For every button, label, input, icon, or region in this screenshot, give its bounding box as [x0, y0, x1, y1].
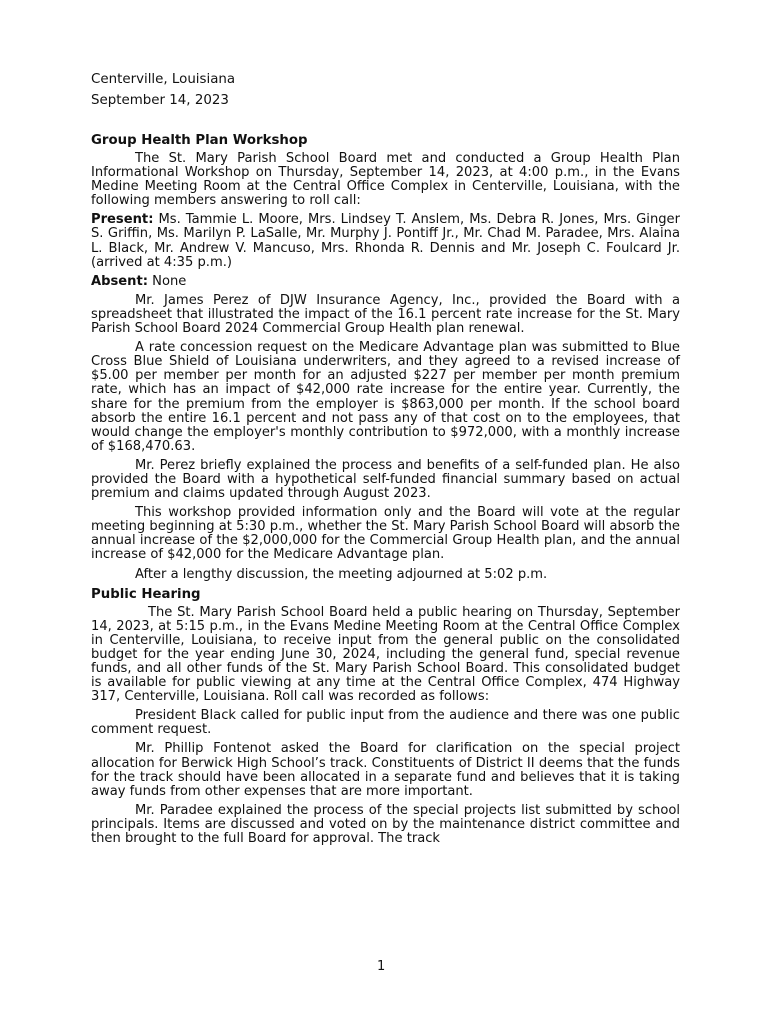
document-body [91, 133, 680, 846]
workshop-paragraph-5: After a lengthy discussion, the meeting adjourned at 5:02 p.m. [135, 566, 548, 582]
absent-label: Absent: [91, 273, 148, 289]
page-number: 1 [377, 959, 386, 974]
workshop-intro: The St. Mary Parish School Board met and conducted a Group Health Plan Informational Workshop on Thursday, September 14, 2023, at 4:00 p.m., in the Evans Medine Meeting Room at the Central Office Complex in Centerville, Louisiana, with the following members answering to roll call: [91, 151, 680, 209]
date-line: September 14, 2023 [91, 93, 229, 108]
hearing-heading: Public Hearing [91, 586, 201, 602]
workshop-paragraph-2: A rate concession request on the Medicare Advantage plan was submitted to Blue Cross Blue Shield of Louisiana underwriters, and they agreed to a revised increase of $5.00 per member per month for an adjusted $227 per member per month premium rate, which has an impact of $42,000 rate increase for the entire year. Currently, the share for the premium from the employer is $863,000 per month. If the school board absorb the entire 16.1 percent and not pass any of that cost on to the employees, that would change the employer's monthly contribution to $972,000, with a monthly increase of $168,470.63. [91, 340, 680, 454]
hearing-paragraph-1: The St. Mary Parish School Board held a public hearing on Thursday, September 14, 2023, at 5:15 p.m., in the Evans Medine Meeting Room at the Central Office Complex in Centerville, Louisiana, to receive input from the general public on the consolidated budget for the year ending June 30, 2024, including the general fund, special revenue funds, and all other funds of the St. Mary Parish School Board. This consolidated budget is available for public viewing at any time at the Central Office Complex, 474 Highway 317, Centerville, Louisiana. Roll call was recorded as follows: [91, 604, 680, 705]
workshop-paragraph-4: This workshop provided information only and the Board will vote at the regular meeting beginning at 5:30 p.m., whether the St. Mary Parish School Board will absorb the annual increase of the $2,000,000 for the Commercial Group Health plan, and the annual increase of $42,000 for the Medicare Advantage plan. [91, 505, 680, 563]
workshop-heading: Group Health Plan Workshop [91, 133, 308, 148]
absent-paragraph [91, 275, 680, 289]
present-label: Present: [91, 212, 154, 228]
location-line: Centerville, Louisiana [91, 72, 236, 87]
workshop-paragraph-3: Mr. Perez briefly explained the process and benefits of a self-funded plan. He also provided the Board with a hypothetical self-funded financial summary based on actual premium and claims updated through August 2023. [91, 457, 680, 502]
hearing-paragraph-2: President Black called for public input from the audience and there was one public comment request. [91, 708, 680, 738]
absent-members: None [148, 273, 187, 289]
hearing-paragraph-3: Mr. Phillip Fontenot asked the Board for clarification on the special project allocation for Berwick High School’s track. Constituents of District II deems that the funds for the track should have been allocated in a separate fund and believes that it is taking away funds from other expenses that are more important. [91, 741, 680, 799]
hearing-paragraph-4: Mr. Paradee explained the process of the special projects list submitted by school principals. Items are discussed and voted on by the maintenance district committee and then brought to the full Board for approval. The track [91, 802, 680, 847]
present-members: Ms. Tammie L. Moore, Mrs. Lindsey T. Anslem, Ms. Debra R. Jones, Mrs. Ginger S. Griffin, Ms. Marilyn P. LaSalle, Mr. Murphy J. Pontiff Jr., Mr. Chad M. Paradee, Mrs. Alaina L. Black, Mr. Andrew V. Mancuso, Mrs. Rhonda R. Dennis and Mr. Joseph C. Foulcard Jr. (arrived at 4:35 p.m.) [91, 212, 680, 270]
present-paragraph [91, 213, 680, 269]
workshop-paragraph-1: Mr. James Perez of DJW Insurance Agency, Inc., provided the Board with a spreadsheet that illustrated the impact of the 16.1 percent rate increase for the St. Mary Parish School Board 2024 Commercial Group Health plan renewal. [91, 292, 680, 337]
